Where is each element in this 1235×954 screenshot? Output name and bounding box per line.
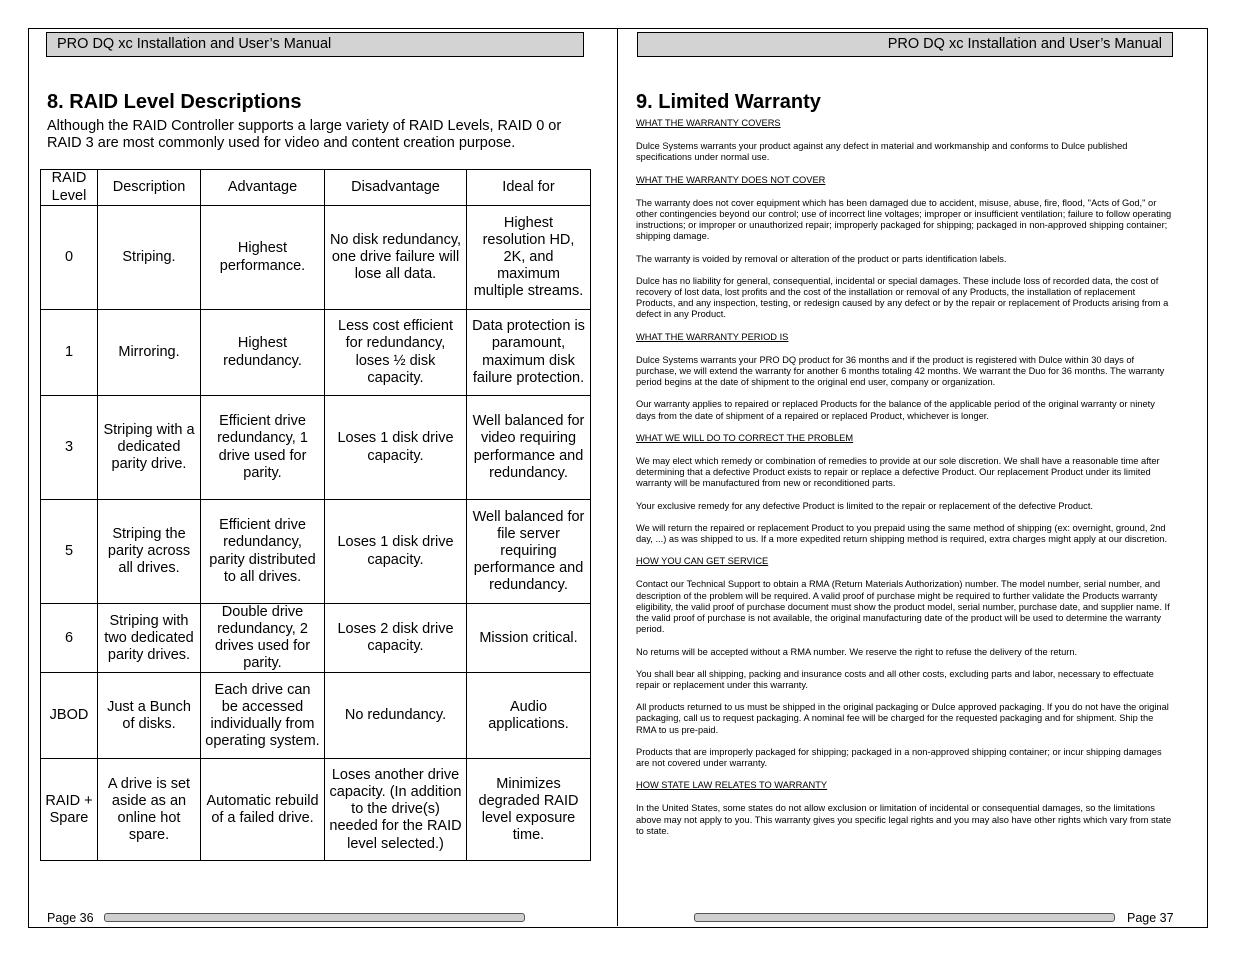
raid-table-row [41,759,591,861]
raid-cell-advantage: Automatic rebuild of a failed drive. [201,759,325,861]
raid-cell-disadvantage: Loses 1 disk drive capacity. [325,500,467,604]
warranty-paragraph: Contact our Technical Support to obtain a RMA (Return Materials Authorization) number. The model number, serial number, and description of the problem will be required. A valid proof of purchase might be required to further validate the Products warranty eligibility, the valid proof of purchase document must show the product model, serial number, purchase date, and supplier name. If the valid proof of purchase is not available, the original manufacturing date of the product will be used to determine the warranty period. [636,579,1170,635]
right-page-heading: 9. Limited Warranty [636,91,821,113]
raid-cell-level: JBOD [41,673,98,759]
raid-cell-level: RAID + Spare [41,759,98,861]
raid-cell-advantage: Each drive can be accessed individually from operating system. [201,673,325,759]
raid-cell-disadvantage: No disk redundancy, one drive failure will lose all data. [325,206,467,310]
raid-intro-text: Although the RAID Controller supports a large variety of RAID Levels, RAID 0 or RAID 3 are most commonly used for video and content creation purpose. [47,118,562,151]
raid-cell-advantage: Highest redundancy. [201,310,325,396]
warranty-section-title: WHAT THE WARRANTY DOES NOT COVER [636,174,826,185]
warranty-paragraph: Products that are improperly packaged for shipping; packaged in a non-approved shipping container; or incur shipping damages are not covered under warranty. [636,746,1162,768]
warranty-section-title: HOW YOU CAN GET SERVICE [636,556,769,567]
warranty-section-title: WHAT WE WILL DO TO CORRECT THE PROBLEM [636,432,854,443]
raid-header-disadvantage: Disadvantage [325,170,467,206]
warranty-paragraph: We may elect which remedy or combination of remedies to provide at our sole discretion. We shall have a reasonable time after determining that a defective Product exists to repair or replace a defective Product. Our replacement Product under its limited warranty will be manufactured from new or reconditioned parts. [636,456,1160,489]
raid-table-row [41,206,591,310]
warranty-paragraph: Dulce has no liability for general, consequential, incidental or special damages. These include loss of recorded data, the cost of recovery of lost data, lost profits and the cost of the installation or removal of any Products, the installation of replacement Products, and any inspection, testing, or redesign caused by any defect or by the repair or replacement of Products arising from a defect in any Product. [636,275,1169,320]
raid-cell-description: Just a Bunch of disks. [98,673,201,759]
raid-cell-ideal-for: Mission critical. [467,604,591,673]
raid-cell-disadvantage: Less cost efficient for redundancy, loses ½ disk capacity. [325,310,467,396]
raid-cell-advantage: Highest performance. [201,206,325,310]
raid-cell-level: 1 [41,310,98,396]
right-footer-bar [694,913,1115,922]
warranty-paragraph: Dulce Systems warrants your PRO DQ product for 36 months and if the product is registered with Dulce within 30 days of purchase, we will extend the warranty for another 6 months totaling 42 months. We warrant the Duo for 36 months. The warranty period begins at the date of shipment to the original end user, company or organization. [636,354,1165,388]
raid-cell-disadvantage: Loses another drive capacity. (In addition to the drive(s) needed for the RAID level selected.) [325,759,467,861]
raid-table-row [41,500,591,604]
left-page-number: Page 36 [47,911,94,925]
raid-cell-description: Striping the parity across all drives. [98,500,201,604]
raid-table-header-row [41,170,591,206]
warranty-paragraph: In the United States, some states do not allow exclusion or limitation of incidental or consequential damages, so the limitations above may not apply to you. This warranty gives you specific legal rights and you may also have other rights which vary from state to state. [636,803,1172,836]
raid-cell-level: 6 [41,604,98,673]
warranty-paragraph: Your exclusive remedy for any defective Product is limited to the repair or replacement of the defective Product. [636,500,1093,511]
raid-table-row [41,310,591,396]
warranty-paragraph: We will return the repaired or replacement Product to you prepaid using the same method of shipping (ex: overnight, ground, 2nd day, ...) as was shipped to us. If a more expedited return shipping method is required, extra charges might apply at our discretion. [636,522,1168,545]
raid-cell-disadvantage: Loses 2 disk drive capacity. [325,604,467,673]
page-divider [617,28,618,926]
raid-header-description: Description [98,170,201,206]
raid-cell-description: Striping with a dedicated parity drive. [98,396,201,500]
raid-cell-advantage: Efficient drive redundancy, parity distributed to all drives. [201,500,325,604]
raid-level-table [40,169,591,861]
raid-cell-description: Mirroring. [98,310,201,396]
raid-header-advantage: Advantage [201,170,325,206]
raid-header-level: RAID Level [41,170,98,206]
left-footer-bar [104,913,525,922]
raid-cell-level: 0 [41,206,98,310]
warranty-paragraph: The warranty is voided by removal or alteration of the product or parts identification labels. [636,253,1007,264]
raid-cell-advantage: Double drive redundancy, 2 drives used for parity. [201,604,325,673]
raid-cell-ideal-for: Well balanced for video requiring performance and redundancy. [467,396,591,500]
raid-cell-level: 5 [41,500,98,604]
raid-cell-description: Striping with two dedicated parity drives. [98,604,201,673]
raid-header-ideal-for: Ideal for [467,170,591,206]
raid-cell-ideal-for: Well balanced for file server requiring performance and redundancy. [467,500,591,604]
right-page-header: PRO DQ xc Installation and User’s Manual [637,32,1173,57]
left-page-heading: 8. RAID Level Descriptions [47,91,302,113]
warranty-body [636,118,1172,848]
raid-cell-description: Striping. [98,206,201,310]
raid-cell-ideal-for: Highest resolution HD, 2K, and maximum multiple streams. [467,206,591,310]
warranty-paragraph: Our warranty applies to repaired or replaced Products for the balance of the applicable period of the original warranty or ninety days from the date of shipment of a repaired or replaced Product, whichever is longer. [636,399,1155,421]
warranty-paragraph: No returns will be accepted without a RMA number. We reserve the right to refuse the delivery of the return. [636,646,1078,657]
raid-cell-ideal-for: Data protection is paramount, maximum disk failure protection. [467,310,591,396]
warranty-section-title: WHAT THE WARRANTY COVERS [636,118,781,128]
raid-cell-advantage: Efficient drive redundancy, 1 drive used for parity. [201,396,325,500]
raid-table-row [41,396,591,500]
raid-cell-ideal-for: Minimizes degraded RAID level exposure time. [467,759,591,861]
raid-cell-ideal-for: Audio applications. [467,673,591,759]
raid-table-row [41,604,591,673]
raid-cell-disadvantage: Loses 1 disk drive capacity. [325,396,467,500]
warranty-paragraph: Dulce Systems warrants your product against any defect in material and workmanship and conforms to Dulce published specifications under normal use. [636,141,1128,163]
raid-cell-disadvantage: No redundancy. [325,673,467,759]
left-page-header: PRO DQ xc Installation and User’s Manual [46,32,584,57]
warranty-section-title: HOW STATE LAW RELATES TO WARRANTY [636,780,828,791]
warranty-paragraph: All products returned to us must be shipped in the original packaging or Dulce approved packaging. If you do not have the original packaging, call us to request packaging. A nominal fee will be charged for the requested packaging and for shipment. Ship the RMA to us pre-paid. [636,702,1169,735]
warranty-paragraph: The warranty does not cover equipment which has been damaged due to accident, misuse, abuse, fire, flood, "Acts of God," or other contingencies beyond our control; use of incorrect line voltages; improper or insufficient ventilation; failure to follow operating instructions; or improper or unauthorized repair; improperly packaged for shipping; packaged in non-approved shipping container; shipping damage. [636,197,1172,242]
warranty-section-title: WHAT THE WARRANTY PERIOD IS [636,331,789,342]
raid-table-row [41,673,591,759]
warranty-paragraph: You shall bear all shipping, packing and insurance costs and all other costs, excluding parts and labor, necessary to effectuate repair or replacement under this warranty. [636,668,1154,690]
raid-cell-description: A drive is set aside as an online hot spare. [98,759,201,861]
raid-cell-level: 3 [41,396,98,500]
right-page-number: Page 37 [1127,911,1174,925]
